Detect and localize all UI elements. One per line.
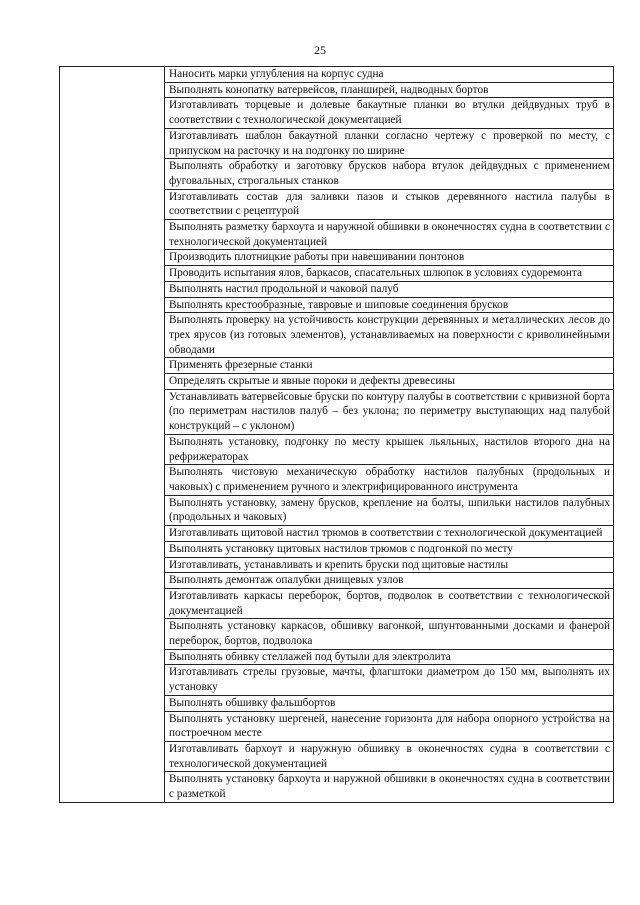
skill-cell [165,526,614,542]
skill-cell [165,541,614,557]
skill-cell [165,98,614,128]
left-column-cell [60,67,165,803]
table-row [60,67,614,83]
skill-text: Определять скрытые и явные пороки и дефекты древесины [169,375,456,388]
skill-text: Выполнять настил продольной и чаковой палуб [169,282,399,295]
skills-table [59,66,614,803]
skill-cell [165,741,614,771]
skill-cell [165,389,614,434]
skill-cell [165,695,614,711]
skill-text: Выполнять чистовую механическую обработку настилов палубных (продольных и чаковых) с применением ручного и электрифицированного инструмента [169,466,610,493]
skill-text: Изготавливать стрелы грузовые, мачты, флагштоки диаметром до 150 мм, выполнять их установку [169,666,610,694]
skill-text: Выполнять установку каркасов, обшивку вагонкой, шпунтованными досками и фанерой переборок, бортов, подволока [169,620,610,648]
skill-text: Выполнять демонтаж опалубки днищевых узлов [169,574,404,587]
skill-cell [165,434,614,464]
skill-cell [165,281,614,297]
skill-cell [165,772,614,802]
page-number: 25 [314,43,326,57]
skill-text: Изготавливать торцевые и долевые бакаутные планки во втулки дейдвудных труб в соответствии с технологической документацией [169,99,610,127]
skill-cell [165,266,614,282]
skill-text: Изготавливать щитовой настил трюмов в соответствии с технологической документацией [169,527,603,540]
skill-text: Применять фрезерные станки [169,359,313,372]
skill-text: Выполнять разметку бархоута и наружной обшивки в оконечностях судна в соответствии с технологической документацией [169,221,610,248]
skill-cell [165,250,614,266]
skill-cell [165,573,614,589]
skill-cell [165,665,614,695]
skill-cell [165,313,614,358]
skill-cell [165,465,614,495]
skill-cell [165,128,614,158]
skill-text: Производить плотницкие работы при навешивании понтонов [169,251,465,264]
skill-text: Выполнять установку шергеней, нанесение горизонта для набора опорного устройства на построечном месте [169,712,610,740]
skill-cell [165,82,614,98]
skill-cell [165,495,614,525]
skill-text: Проводить испытания ялов, баркасов, спасательных шлюпок в условиях судоремонта [169,267,583,280]
skill-cell [165,619,614,649]
skill-cell [165,159,614,189]
skill-text: Изготавливать бархоут и наружную обшивку в оконечностях судна в соответствии с технологической документацией [169,742,610,770]
skill-cell [165,711,614,741]
skill-text: Выполнять проверку на устойчивость конструкции деревянных и металлических лесов до трех ярусов (из готовых элементов), устанавливаемых на поверхности с криволинейными обводами [169,314,610,356]
skill-text: Выполнять установку, замену брусков, крепление на болты, шпильки настилов палубных (продольных и чаковых) [169,496,610,524]
skill-text: Выполнять установку, подгонку по месту крышек льяльных, настилов второго дна на рефрижераторах [169,435,610,463]
skill-cell [165,649,614,665]
skill-cell [165,358,614,374]
skill-cell [165,588,614,618]
skill-cell [165,189,614,219]
skill-cell [165,67,614,83]
skill-cell [165,374,614,390]
skill-cell [165,557,614,573]
skill-text: Выполнять обшивку фальшбортов [169,696,336,709]
skill-text: Выполнять установку щитовых настилов трюмов с подгонкой по месту [169,542,513,555]
skill-text: Изготавливать, устанавливать и крепить бруски под щитовые настилы [169,558,509,571]
skill-text: Выполнять крестообразные, тавровые и шиповые соединения брусков [169,298,509,311]
skill-text: Выполнять установку бархоута и наружной обшивки в оконечностях судна в соответствии с разметкой [169,773,610,801]
skill-cell [165,297,614,313]
skill-text: Изготавливать состав для заливки пазов и стыков деревянного настила палубы в соответствии с рецептурой [169,190,610,218]
skill-text: Наносить марки углубления на корпус судна [169,68,384,80]
skill-text: Устанавливать ватервейсовые бруски по контуру палубы в соответствии с кривизной борта (по периметрам настилов палуб – без уклона; по периметру выступающих над палубой конструкций – с уклоном) [169,390,610,433]
skill-text: Изготавливать шаблон бакаутной планки согласно чертежу с проверкой по месту, с припуском на расточку и на подгонку по ширине [169,129,610,157]
skill-cell [165,220,614,250]
skill-text: Выполнять конопатку ватервейсов, планширей, надводных бортов [169,83,489,96]
skill-text: Выполнять обработку и заготовку брусков набора втулок дейдвудных с применением фуговальных, строгальных станков [169,160,610,187]
skills-table-body [60,67,614,803]
skill-text: Выполнять обивку стеллажей под бутыли для электролита [169,650,451,663]
skill-text: Изготавливать каркасы переборок, бортов, подволок в соответствии с технологической документацией [169,589,610,617]
